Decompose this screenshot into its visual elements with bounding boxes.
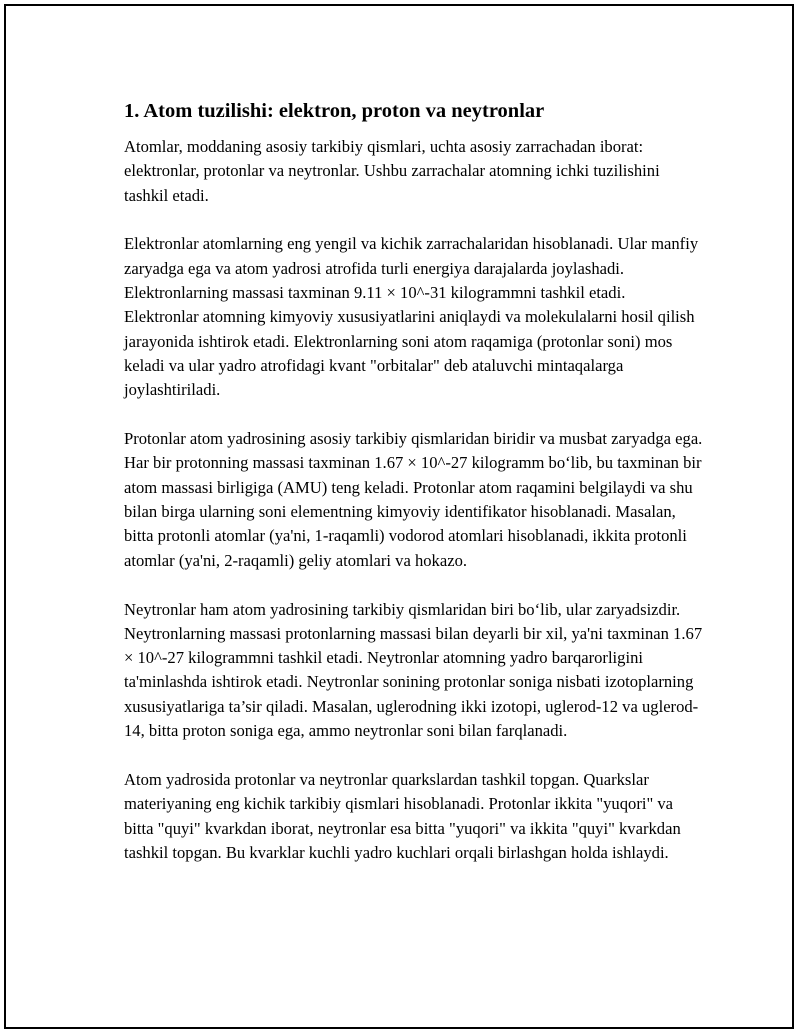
paragraph-quarks: Atom yadrosida protonlar va neytronlar quarkslardan tashkil topgan. Quarkslar materiyaning eng kichik tarkibiy qismlari hisoblanadi. Protonlar ikkita "yuqori" va bitta "quyi" kvarkdan iborat, neytronlar esa bitta "yuqori" va ikkita "quyi" kvarkdan tashkil topgan. Bu kvarklar kuchli yadro kuchlari orqali birlashgan holda ishlaydi. [124, 769, 681, 862]
page-frame [4, 4, 794, 1029]
paragraph-intro: Atomlar, moddaning asosiy tarkibiy qismlari, uchta asosiy zarrachadan iborat: elektronlar, protonlar va neytronlar. Ushbu zarrachalar atomning ichki tuzilishini tashkil etadi. [124, 137, 660, 205]
paragraph-protons: Protonlar atom yadrosining asosiy tarkibiy qismlaridan biridir va musbat zaryadga ega. Har bir protonning massasi taxminan 1.67 × 10^-27 kilogramm bo‘lib, bu taxminan bir atom massasi birligiga (AMU) teng keladi. Protonlar atom raqamini belgilaydi va shu bilan birga ularning soni elementning kimyoviy identifikator hisoblanadi. Masalan, bitta protonli atomlar (ya'ni, 1-raqamli) vodorod atomlari hisoblanadi, ikkita protonli atomlar (ya'ni, 2-raqamli) geliy atomlari va hokazo. [124, 429, 703, 570]
paragraph-electrons: Elektronlar atomlarning eng yengil va kichik zarrachalaridan hisoblanadi. Ular manfiy zaryadga ega va atom yadrosi atrofida turli energiya darajalarda joylashadi. Elektronlarning massasi taxminan 9.11 × 10^-31 kilogrammni tashkil etadi. Elektronlar atomning kimyoviy xususiyatlarini aniqlaydi va molekulalarni hosil qilish jarayonida ishtirok etadi. Elektronlarning soni atom raqamiga (protonlar soni) mos keladi va ular yadro atrofidagi kvant "orbitalar" deb ataluvchi mintaqalarga joylashtiriladi. [124, 234, 699, 400]
document-body [124, 98, 704, 890]
paragraph-neutrons: Neytronlar ham atom yadrosining tarkibiy qismlaridan biri bo‘lib, ular zaryadsizdir. Neytronlarning massasi protonlarning massasi bilan deyarli bir xil, ya'ni taxminan 1.67 × 10^-27 kilogrammni tashkil etadi. Neytronlar atomning yadro barqarorligini ta'minlashda ishtirok etadi. Neytronlar sonining protonlar soniga nisbati izotoplarning xususiyatlariga ta’sir qiladi. Masalan, uglerodning ikki izotopi, uglerod-12 va uglerod-14, bitta proton soniga ega, ammo neytronlar soni bilan farqlanadi. [124, 599, 703, 741]
document-title: 1. Atom tuzilishi: elektron, proton va neytronlar [124, 100, 545, 122]
